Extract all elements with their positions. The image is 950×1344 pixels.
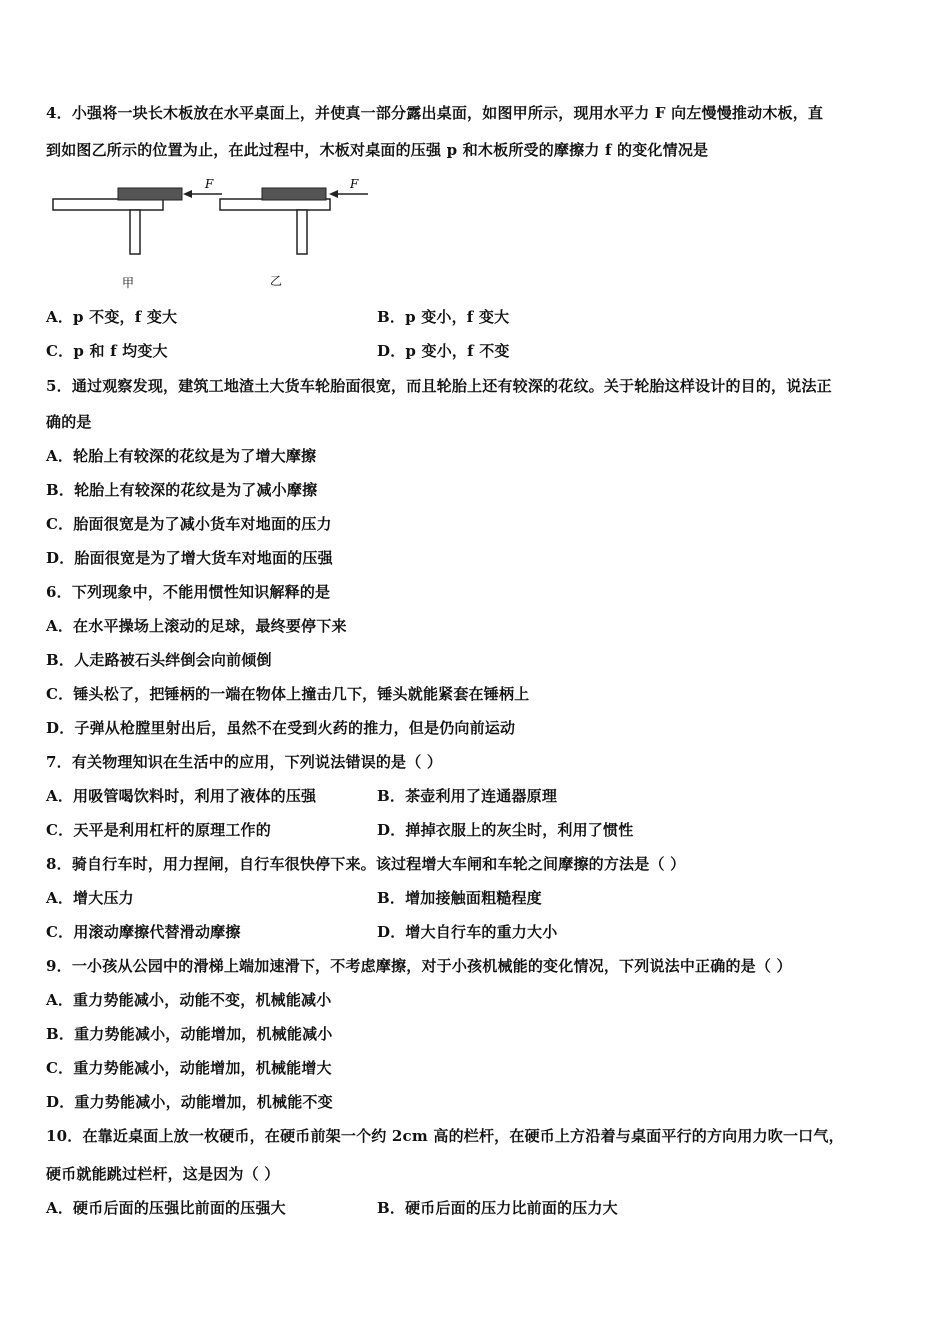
question-8-option-b: B．增加接触面粗糙程度 bbox=[377, 889, 542, 907]
question-4-option-a: A．p 不变，f 变大 bbox=[46, 308, 178, 326]
question-7-option-a: A．用吸管喝饮料时，利用了液体的压强 bbox=[46, 787, 317, 805]
question-10-stem-line2: 硬币就能跳过栏杆，这是因为（ ） bbox=[46, 1165, 280, 1183]
force-arrowhead-a bbox=[183, 190, 192, 198]
question-10-option-b: B．硬币后面的压力比前面的压力大 bbox=[377, 1199, 618, 1217]
question-10-stem-line1: 10．在靠近桌面上放一枚硬币，在硬币前架一个约 2cm 高的栏杆，在硬币上方沿着与桌面平行的方向用力吹一口气， bbox=[46, 1127, 844, 1145]
question-6-option-a: A．在水平操场上滚动的足球，最终要停下来 bbox=[46, 617, 347, 635]
board-a bbox=[118, 188, 182, 200]
question-9-option-c: C．重力势能减小，动能增加，机械能增大 bbox=[46, 1059, 332, 1077]
question-9-option-a: A．重力势能减小，动能不变，机械能减小 bbox=[46, 991, 332, 1009]
question-5-stem-line1: 5．通过观察发现，建筑工地渣土大货车轮胎面很宽，而且轮胎上还有较深的花纹。关于轮胎这样设计的目的，说法正 bbox=[46, 377, 832, 395]
question-8-option-d: D．增大自行车的重力大小 bbox=[377, 923, 558, 941]
question-9-option-b: B．重力势能减小，动能增加，机械能减小 bbox=[46, 1025, 333, 1043]
question-7-option-d: D．掸掉衣服上的灰尘时，利用了惯性 bbox=[377, 821, 634, 839]
force-arrowhead-b bbox=[329, 190, 338, 198]
question-9-option-d: D．重力势能减小，动能增加，机械能不变 bbox=[46, 1093, 333, 1111]
force-label-a: F bbox=[205, 177, 214, 191]
question-6-option-c: C．锤头松了，把锤柄的一端在物体上撞击几下，锤头就能紧套在锤柄上 bbox=[46, 685, 530, 703]
question-4-option-d: D．p 变小，f 不变 bbox=[377, 342, 510, 360]
question-7-stem: 7．有关物理知识在生活中的应用，下列说法错误的是（ ） bbox=[46, 753, 443, 771]
question-5-option-a: A．轮胎上有较深的花纹是为了增大摩擦 bbox=[46, 447, 317, 465]
board-table-diagram bbox=[50, 176, 380, 291]
question-4-figure bbox=[50, 176, 380, 291]
question-7-option-c: C．天平是利用杠杆的原理工作的 bbox=[46, 821, 271, 839]
question-5-option-b: B．轮胎上有较深的花纹是为了减小摩擦 bbox=[46, 481, 318, 499]
question-5-stem-line2: 确的是 bbox=[46, 413, 92, 431]
figure-label-yi: 乙 bbox=[270, 274, 283, 288]
question-4-stem-line1: 4．小强将一块长木板放在水平桌面上，并使真一部分露出桌面，如图甲所示，现用水平力 F 向左慢慢推动木板，直 bbox=[46, 104, 824, 122]
table-top-b bbox=[220, 199, 330, 210]
question-6-option-b: B．人走路被石头绊倒会向前倾倒 bbox=[46, 651, 272, 669]
question-4-option-b: B．p 变小，f 变大 bbox=[377, 308, 510, 326]
question-8-option-a: A．增大压力 bbox=[46, 889, 134, 907]
question-9-stem: 9．一小孩从公园中的滑梯上端加速滑下，不考虑摩擦，对于小孩机械能的变化情况，下列说法中正确的是（ ） bbox=[46, 957, 792, 975]
question-5-option-c: C．胎面很宽是为了减小货车对地面的压力 bbox=[46, 515, 332, 533]
force-label-b: F bbox=[350, 177, 359, 191]
question-8-stem: 8．骑自行车时，用力捏闸，自行车很快停下来。该过程增大车闸和车轮之间摩擦的方法是（ ） bbox=[46, 855, 686, 873]
question-6-stem: 6．下列现象中，不能用惯性知识解释的是 bbox=[46, 583, 331, 601]
question-5-option-d: D．胎面很宽是为了增大货车对地面的压强 bbox=[46, 549, 333, 567]
question-7-option-b: B．茶壶利用了连通器原理 bbox=[377, 787, 558, 805]
board-b bbox=[262, 188, 326, 200]
table-leg-b bbox=[297, 210, 307, 254]
table-leg-a bbox=[130, 210, 140, 254]
table-top-a bbox=[53, 199, 163, 210]
question-4-stem-line2: 到如图乙所示的位置为止，在此过程中，木板对桌面的压强 p 和木板所受的摩擦力 f 的变化情况是 bbox=[46, 141, 709, 159]
question-6-option-d: D．子弹从枪膛里射出后，虽然不在受到火药的推力，但是仍向前运动 bbox=[46, 719, 516, 737]
question-10-option-a: A．硬币后面的压强比前面的压强大 bbox=[46, 1199, 286, 1217]
question-8-option-c: C．用滚动摩擦代替滑动摩擦 bbox=[46, 923, 241, 941]
question-4-option-c: C．p 和 f 均变大 bbox=[46, 342, 168, 360]
figure-label-jia: 甲 bbox=[122, 276, 135, 290]
